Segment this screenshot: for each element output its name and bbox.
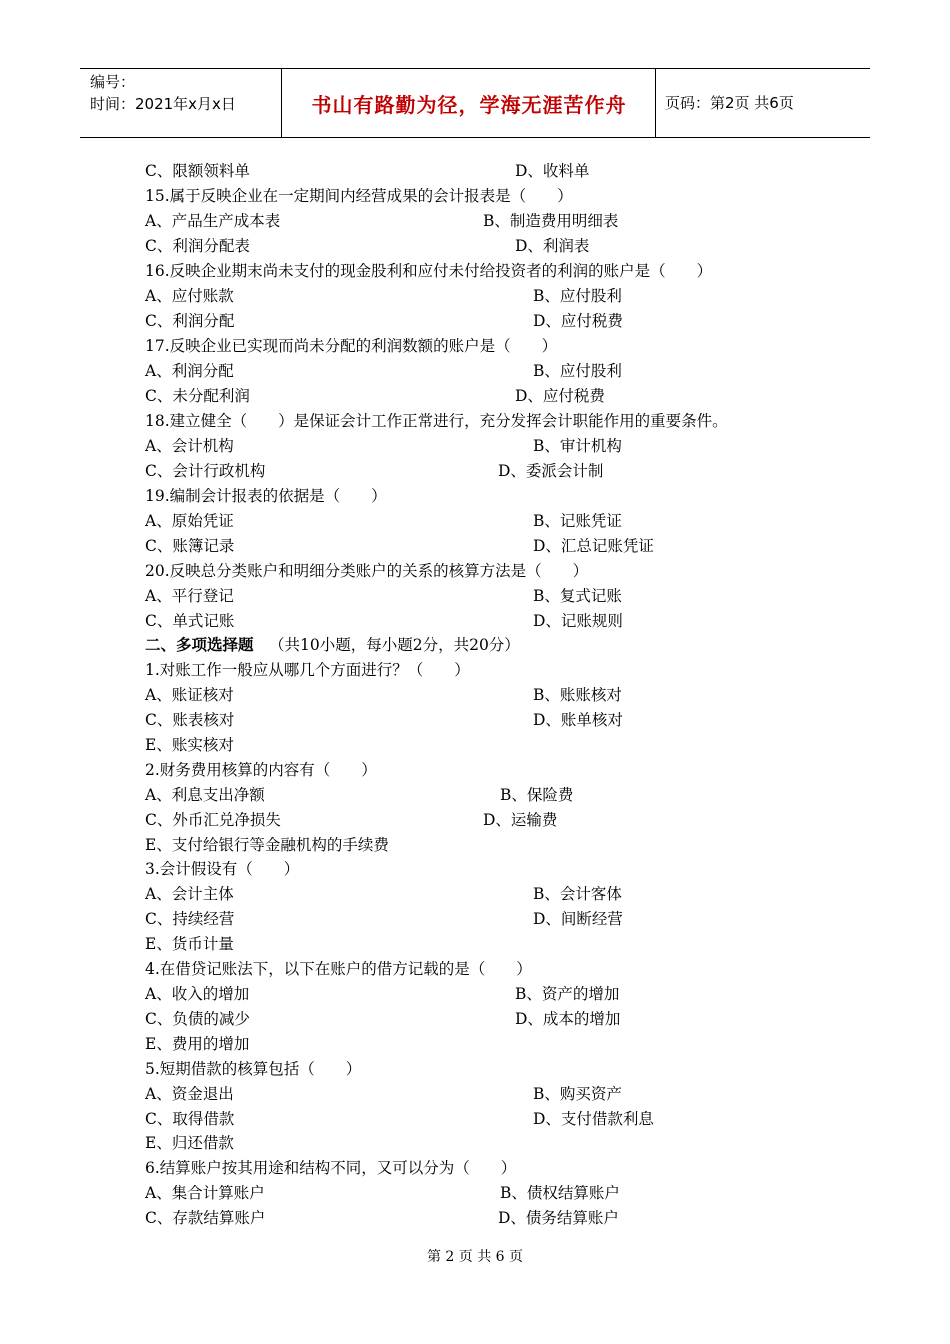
page-footer: 第 2 页 共 6 页: [426, 1249, 524, 1265]
line-text: C、会计行政机构: [145, 462, 266, 480]
line-text: A、会计机构: [145, 437, 234, 455]
option-right: B、应付股利: [533, 287, 622, 305]
line-text: A、平行登记: [145, 587, 234, 605]
line-text: 二、多项选择题: [145, 635, 254, 654]
line-text: C、账簿记录: [145, 537, 235, 555]
option-right: D、支付借款利息: [533, 1110, 654, 1128]
line-text: C、持续经营: [145, 910, 235, 928]
option-right: D、委派会计制: [498, 462, 604, 480]
line-text: C、取得借款: [145, 1110, 235, 1128]
line-text: 20.反映总分类账户和明细分类账户的关系的核算方法是（ ）: [145, 562, 589, 580]
line-text: E、支付给银行等金融机构的手续费: [145, 836, 389, 854]
line-text: 17.反映企业已实现而尚未分配的利润数额的账户是（ ）: [145, 337, 558, 355]
line-text: 1.对账工作一般应从哪几个方面进行？（ ）: [145, 661, 470, 679]
line-text: C、负债的减少: [145, 1010, 250, 1028]
line-text: E、费用的增加: [145, 1035, 250, 1053]
option-right: D、账单核对: [533, 711, 623, 729]
line-text: 6.结算账户按其用途和结构不同，又可以分为（ ）: [145, 1159, 517, 1177]
line-text: A、账证核对: [145, 686, 234, 704]
option-right: B、保险费: [500, 786, 574, 804]
line-text: 2.财务费用核算的内容有（ ）: [145, 761, 377, 779]
option-right: D、收料单: [515, 162, 590, 180]
line-text: A、集合计算账户: [145, 1184, 265, 1202]
line-text: A、产品生产成本表: [145, 212, 281, 230]
option-right: B、应付股利: [533, 362, 622, 380]
line-text: 18.建立健全（ ）是保证会计工作正常进行，充分发挥会计职能作用的重要条件。: [145, 412, 728, 430]
section-note: （共10小题，每小题2分，共20分）: [269, 636, 520, 654]
time-label: 时间：2021年x月x日: [90, 95, 236, 113]
line-text: 5.短期借款的核算包括（ ）: [145, 1060, 362, 1078]
line-text: C、外币汇兑净损失: [145, 811, 281, 829]
line-text: 19.编制会计报表的依据是（ ）: [145, 487, 387, 505]
option-right: D、债务结算账户: [498, 1209, 619, 1227]
option-right: B、账账核对: [533, 686, 622, 704]
line-text: E、归还借款: [145, 1134, 234, 1152]
line-text: A、利息支出净额: [145, 786, 265, 804]
option-right: B、会计客体: [533, 885, 622, 903]
page-header: [80, 68, 870, 138]
header-divider-left: [281, 69, 282, 137]
line-text: C、单式记账: [145, 612, 235, 630]
option-right: D、汇总记账凭证: [533, 537, 654, 555]
line-text: 16.反映企业期末尚未支付的现金股利和应付未付给投资者的利润的账户是（ ）: [145, 262, 713, 280]
option-right: D、成本的增加: [515, 1010, 621, 1028]
option-right: D、利润表: [515, 237, 590, 255]
header-motto: 书山有路勤为径，学海无涯苦作舟: [311, 92, 627, 117]
line-text: A、原始凭证: [145, 512, 234, 530]
header-meta: [90, 71, 236, 115]
line-text: A、利润分配: [145, 362, 234, 380]
option-right: D、运输费: [483, 811, 558, 829]
line-text: 3.会计假设有（ ）: [145, 860, 300, 878]
header-divider-right: [655, 69, 656, 137]
option-right: B、复式记账: [533, 587, 622, 605]
serial-label: 编号：: [90, 73, 136, 91]
line-text: 15.属于反映企业在一定期间内经营成果的会计报表是（ ）: [145, 187, 573, 205]
line-text: E、货币计量: [145, 935, 234, 953]
option-right: B、制造费用明细表: [483, 212, 619, 230]
line-text: C、限额领料单: [145, 162, 250, 180]
line-text: A、资金退出: [145, 1085, 234, 1103]
option-right: B、审计机构: [533, 437, 622, 455]
line-text: C、利润分配: [145, 312, 235, 330]
option-right: D、间断经营: [533, 910, 623, 928]
option-right: D、记账规则: [533, 612, 623, 630]
line-text: E、账实核对: [145, 736, 234, 754]
line-text: A、会计主体: [145, 885, 234, 903]
line-text: A、应付账款: [145, 287, 234, 305]
line-text: C、存款结算账户: [145, 1209, 266, 1227]
line-text: C、账表核对: [145, 711, 235, 729]
option-right: B、购买资产: [533, 1085, 622, 1103]
header-page-info: 页码：第2页 共6页: [665, 94, 794, 112]
option-right: D、应付税费: [533, 312, 623, 330]
option-right: B、记账凭证: [533, 512, 622, 530]
line-text: A、收入的增加: [145, 985, 250, 1003]
line-text: C、利润分配表: [145, 237, 250, 255]
option-right: B、资产的增加: [515, 985, 620, 1003]
option-right: D、应付税费: [515, 387, 605, 405]
line-text: 4.在借贷记账法下，以下在账户的借方记载的是（ ）: [145, 960, 532, 978]
option-right: B、债权结算账户: [500, 1184, 620, 1202]
line-text: C、未分配利润: [145, 387, 250, 405]
